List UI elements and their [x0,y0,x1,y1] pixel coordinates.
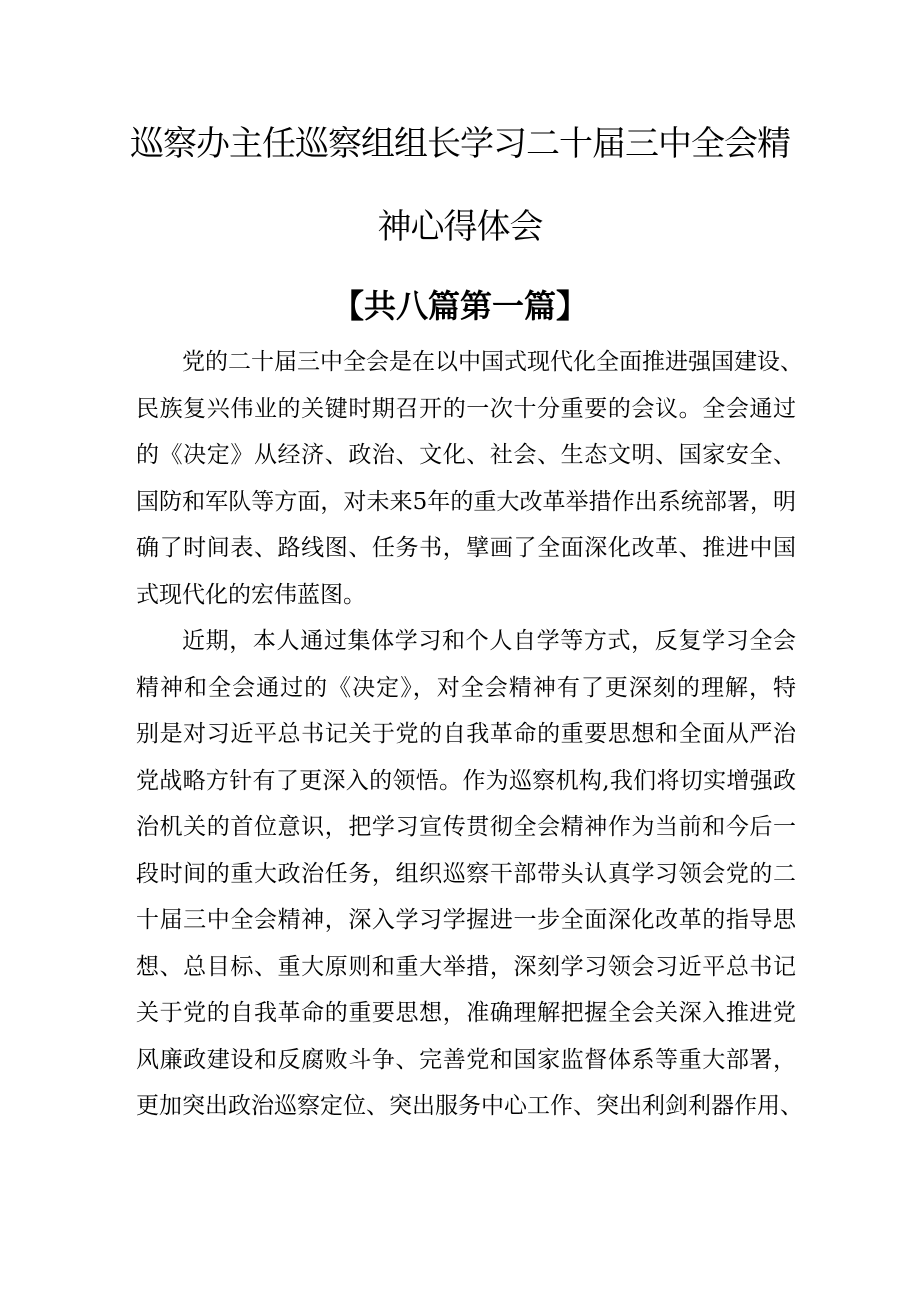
body-line: 十届三中全会精神，深入学习学握进一步全面深化改革的指导思 [136,907,796,933]
body-line: 更加突出政治巡察定位、突出服务中心工作、突出利剑利器作用、 [136,1093,803,1119]
body-line: 党战略方针有了更深入的领悟。作为巡察机构,我们将切实增强政 [136,767,796,794]
document-subtitle: 【共八篇第一篇】 [331,287,588,325]
body-line: 治机关的首位意识，把学习宣传贯彻全会精神作为当前和今后一 [136,814,796,840]
document-title-line-2: 神心得体会 [377,207,543,247]
body-line: 别是对习近平总书记关于党的自我革命的重要思想和全面从严治 [136,721,796,747]
body-line: 段时间的重大政治任务，组织巡察干部带头认真学习领会党的二 [136,860,796,887]
body-line: 民族复兴伟业的关键时期召开的一次十分重要的会议。全会通过 [136,395,796,422]
body-line: 党的二十届三中全会是在以中国式现代化全面推进强国建设、 [182,349,803,375]
document-title-line-1: 巡察办主任巡察组组长学习二十届三中全会精 [130,124,790,164]
body-line: 精神和全会通过的《决定》，对全会精神有了更深刻的理解，特 [136,674,796,701]
body-line: 风廉政建设和反腐败斗争、完善党和国家监督体系等重大部署， [136,1046,796,1073]
body-line: 想、总目标、重大原则和重大举措，深刻学习领会习近平总书记 [136,953,796,980]
body-line: 关于党的自我革命的重要思想，准确理解把握全会关深入推进党 [136,1000,796,1026]
body-line: 的《决定》从经济、政治、文化、社会、生态文明、国家安全、 [136,442,796,468]
body-line: 式现代化的宏伟蓝图。 [136,581,366,608]
body-line: 国防和军队等方面，对未来5年的重大改革举措作出系统部署，明 [136,488,796,515]
body-line: 确了时间表、路线图、任务书，擘画了全面深化改革、推进中国 [136,535,796,561]
document-body [136,339,803,1130]
body-line: 近期，本人通过集体学习和个人自学等方式，反复学习全会 [182,628,796,654]
